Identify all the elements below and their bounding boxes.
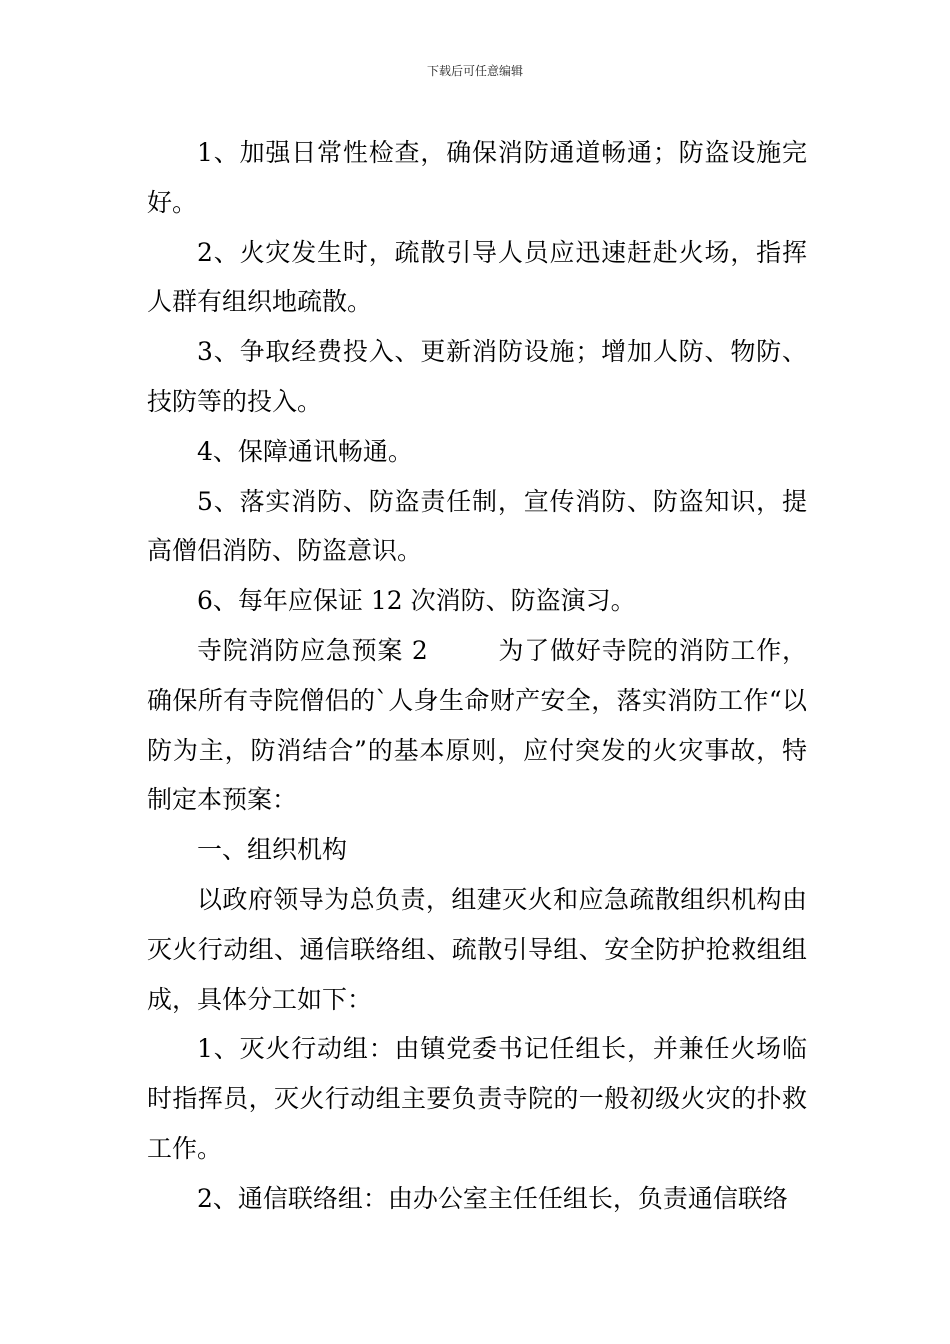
document-body	[147, 128, 807, 1224]
paragraph-4: 4、保障通讯畅通。	[197, 436, 413, 466]
paragraph-1: 1、加强日常性检查，确保消防通道畅通；防盗设施完好。	[147, 138, 807, 217]
paragraph-firefighting-group: 1、灭火行动组：由镇党委书记任组长，并兼任火场临时指挥员，灭火行动组主要负责寺院的一般初级火灾的扑救工作。	[147, 1034, 807, 1163]
paragraph-6: 6、每年应保证 12 次消防、防盗演习。	[197, 586, 636, 616]
paragraph-2: 2、火灾发生时，疏散引导人员应迅速赶赴火场，指挥人群有组织地疏散。	[147, 237, 807, 317]
section-intro-text: 为了做好寺院的消防工作，确保所有寺院僧侣的`人身生命财产安全，落实消防工作“以防为主，防消结合”的基本原则，应付突发的火灾事故，特制定本预案：	[147, 635, 807, 815]
paragraph-5: 5、落实消防、防盗责任制，宣传消防、防盗知识，提高僧侣消防、防盗意识。	[147, 486, 807, 566]
paragraph-communication-group: 2、通信联络组：由办公室主任任组长，负责通信联络	[197, 1183, 788, 1213]
paragraph-organization: 以政府领导为总负责，组建灭火和应急疏散组织机构由灭火行动组、通信联络组、疏散引导组、安全防护抢救组组成，具体分工如下：	[147, 884, 807, 1014]
section-title: 寺院消防应急预案 2	[197, 635, 428, 665]
paragraph-3: 3、争取经费投入、更新消防设施；增加人防、物防、技防等的投入。	[147, 337, 807, 416]
section-intro-paragraph	[147, 626, 807, 825]
page-header: 下载后可任意编辑	[426, 64, 523, 78]
heading-organization: 一、组织机构	[197, 835, 348, 865]
